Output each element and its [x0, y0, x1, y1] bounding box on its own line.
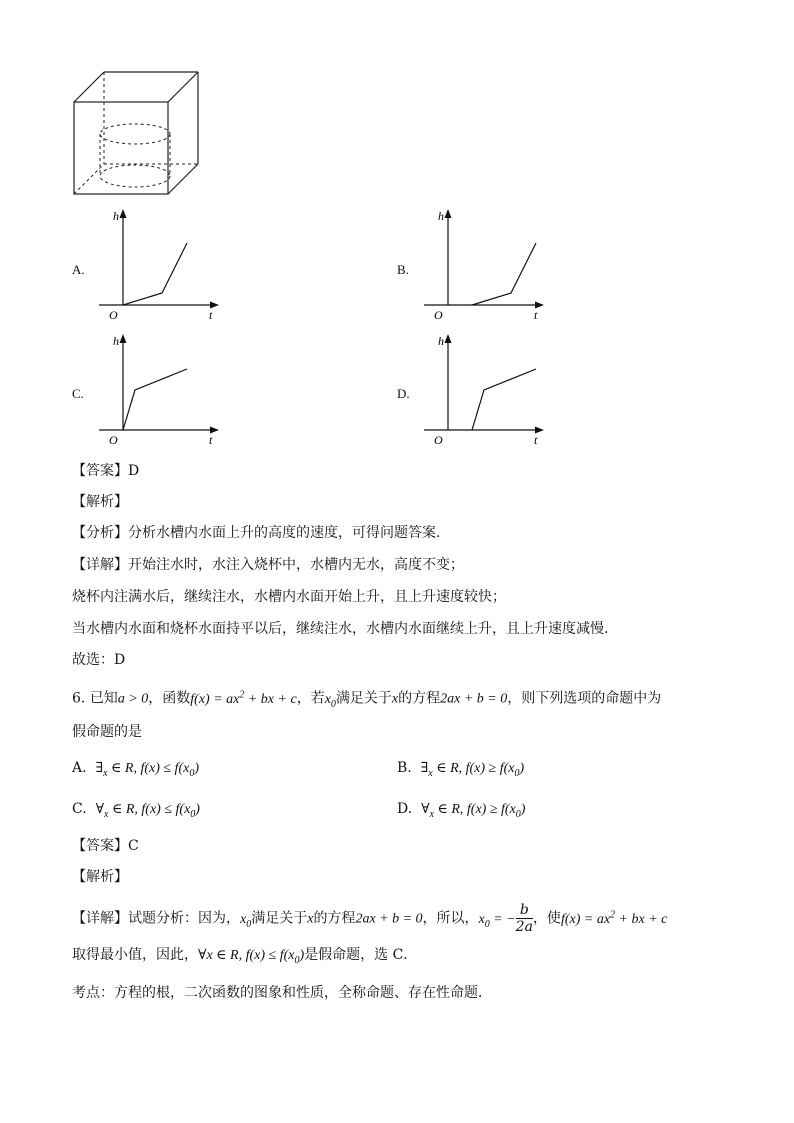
q5-analysis-label: 【解析】 [72, 494, 128, 510]
q6-option-d-letter: D. [397, 801, 413, 817]
q5-answer-value: D [128, 463, 140, 479]
q6-x0: $x_0$ [324, 691, 336, 710]
exists-symbol: ∃ [95, 761, 104, 776]
q6-detail-text-d: ，所以， [422, 910, 479, 927]
q5-detail-line3: 当水槽内水面和烧杯水面持平以后，继续注水，水槽内水面继续上升，且上升速度减慢. [72, 621, 609, 637]
q5-detail-text1: 开始注水时，水注入烧杯中，水槽内无水，高度不变； [128, 557, 464, 573]
q6-detail-line2-text-b: 是假命题，选 C． [304, 947, 418, 963]
q5-fenxi-text: 分析水槽内水面上升的高度的速度，可得问题答案. [128, 525, 441, 541]
q6-stem-line2: 假命题的是 [72, 724, 142, 740]
q6-detail-equation: 2ax + b = 0 [355, 911, 423, 927]
q6-stem-e: 的方程 [398, 690, 441, 707]
graph-b [420, 205, 550, 325]
graph-option-d-label: D. [397, 386, 410, 401]
q6-option-b-letter: B. [397, 760, 412, 776]
q6-detail-line2 [72, 945, 417, 971]
q6-option-b: B. $\exists_x$ ∈ R, $f(x) \ge f(x_0)$ [397, 760, 525, 779]
q6-option-c-letter: C. [72, 801, 87, 817]
graph-d [420, 330, 550, 450]
q5-choose: 故选：D [72, 652, 126, 668]
q6-option-d: D. $\forall_x$ ∈ R, $f(x) \ge f(x_0)$ [397, 801, 526, 820]
q6-detail-text-e: ，使 [532, 910, 561, 927]
q6-answer-line [72, 836, 139, 856]
q6-equation: 2ax + b = 0 [440, 691, 508, 707]
q6-detail-function: $f(x) = ax^2$ + bx + c [560, 908, 668, 927]
graph-b-origin: O [434, 308, 443, 322]
q5-answer-label: 【答案】 [72, 463, 128, 479]
graph-d-h-label: h [438, 334, 444, 348]
q6-detail-var-x: x [307, 911, 314, 927]
q6-stem-line1 [72, 685, 661, 714]
q6-detail-text-a: 试题分析：因为， [128, 910, 240, 927]
graph-b-h-label: h [438, 209, 444, 223]
q6-detail-line1 [72, 902, 667, 935]
graph-c-h-label: h [113, 334, 119, 348]
graph-option-a-label: A. [72, 262, 85, 277]
q6-option-a: A. $\exists_x$ ∈ R, $f(x) \le f(x_0)$ [72, 760, 199, 779]
q5-fenxi-label: 【分析】 [72, 525, 128, 541]
graph-a-h-label: h [113, 209, 119, 223]
q6-fraction: $\frac{b}{2a}$ [515, 902, 533, 935]
q5-answer-line [72, 461, 139, 481]
q6-option-c: C. $\forall_x$ ∈ R, $f(x) \le f(x_0)$ [72, 801, 200, 820]
cube-beaker-figure [66, 66, 206, 201]
graph-a-t-label: t [209, 308, 213, 322]
graph-d-origin: O [434, 433, 443, 447]
q5-detail-label: 【详解】 [72, 557, 128, 573]
q6-number: 6. [72, 690, 86, 707]
q5-detail-line2: 烧杯内注满水后，继续注水，水槽内水面开始上升，且上升速度较快； [72, 589, 506, 605]
q5-fenxi-line [72, 523, 440, 543]
q6-var-x: x [391, 691, 399, 707]
q6-detail-label: 【详解】 [72, 910, 128, 927]
q6-answer-label: 【答案】 [72, 838, 128, 854]
graph-b-t-label: t [534, 308, 538, 322]
q6-detail-line2-text-a: 取得最小值，因此， [72, 947, 198, 963]
graph-c [95, 330, 225, 450]
exists-symbol: ∃ [420, 761, 429, 776]
forall-symbol: ∀ [95, 802, 105, 817]
graph-d-t-label: t [534, 433, 538, 447]
graph-c-t-label: t [209, 433, 213, 447]
q6-cond-a: a > 0 [117, 691, 149, 707]
q6-stem-f: ，则下列选项的命题中为 [507, 690, 662, 707]
q6-option-a-letter: A. [72, 760, 87, 776]
q6-detail-text-b: 满足关于 [251, 910, 308, 927]
q6-analysis-label: 【解析】 [72, 869, 128, 885]
q6-stem-b: ，函数 [148, 690, 191, 707]
q6-stem-d: 满足关于 [335, 690, 392, 707]
graph-option-b-label: B. [397, 262, 409, 277]
q6-kaodian: 考点：方程的根，二次函数的图象和性质，全称命题、存在性命题． [72, 985, 492, 1001]
graph-option-c-label: C. [72, 386, 84, 401]
q6-detail-text-c: 的方程 [313, 910, 356, 927]
q6-detail-x0-eq: $x_0$ = − [478, 911, 516, 930]
q6-answer-value: C [128, 838, 139, 854]
q5-detail-line1 [72, 555, 464, 575]
q6-detail-x0: $x_0$ [240, 911, 252, 930]
q6-function: $f(x) = ax^2$ + bx + c [190, 689, 297, 707]
forall-symbol: ∀ [421, 802, 430, 817]
graph-a [95, 205, 225, 325]
graph-a-origin: O [109, 308, 118, 322]
q6-stem-a: 已知 [89, 690, 118, 707]
graph-c-origin: O [109, 433, 118, 447]
q6-stem-c: ，若 [296, 690, 325, 707]
q6-detail-line2-formula: ∀x ∈ R, $f(x) \le f(x_0)$ [198, 948, 305, 966]
